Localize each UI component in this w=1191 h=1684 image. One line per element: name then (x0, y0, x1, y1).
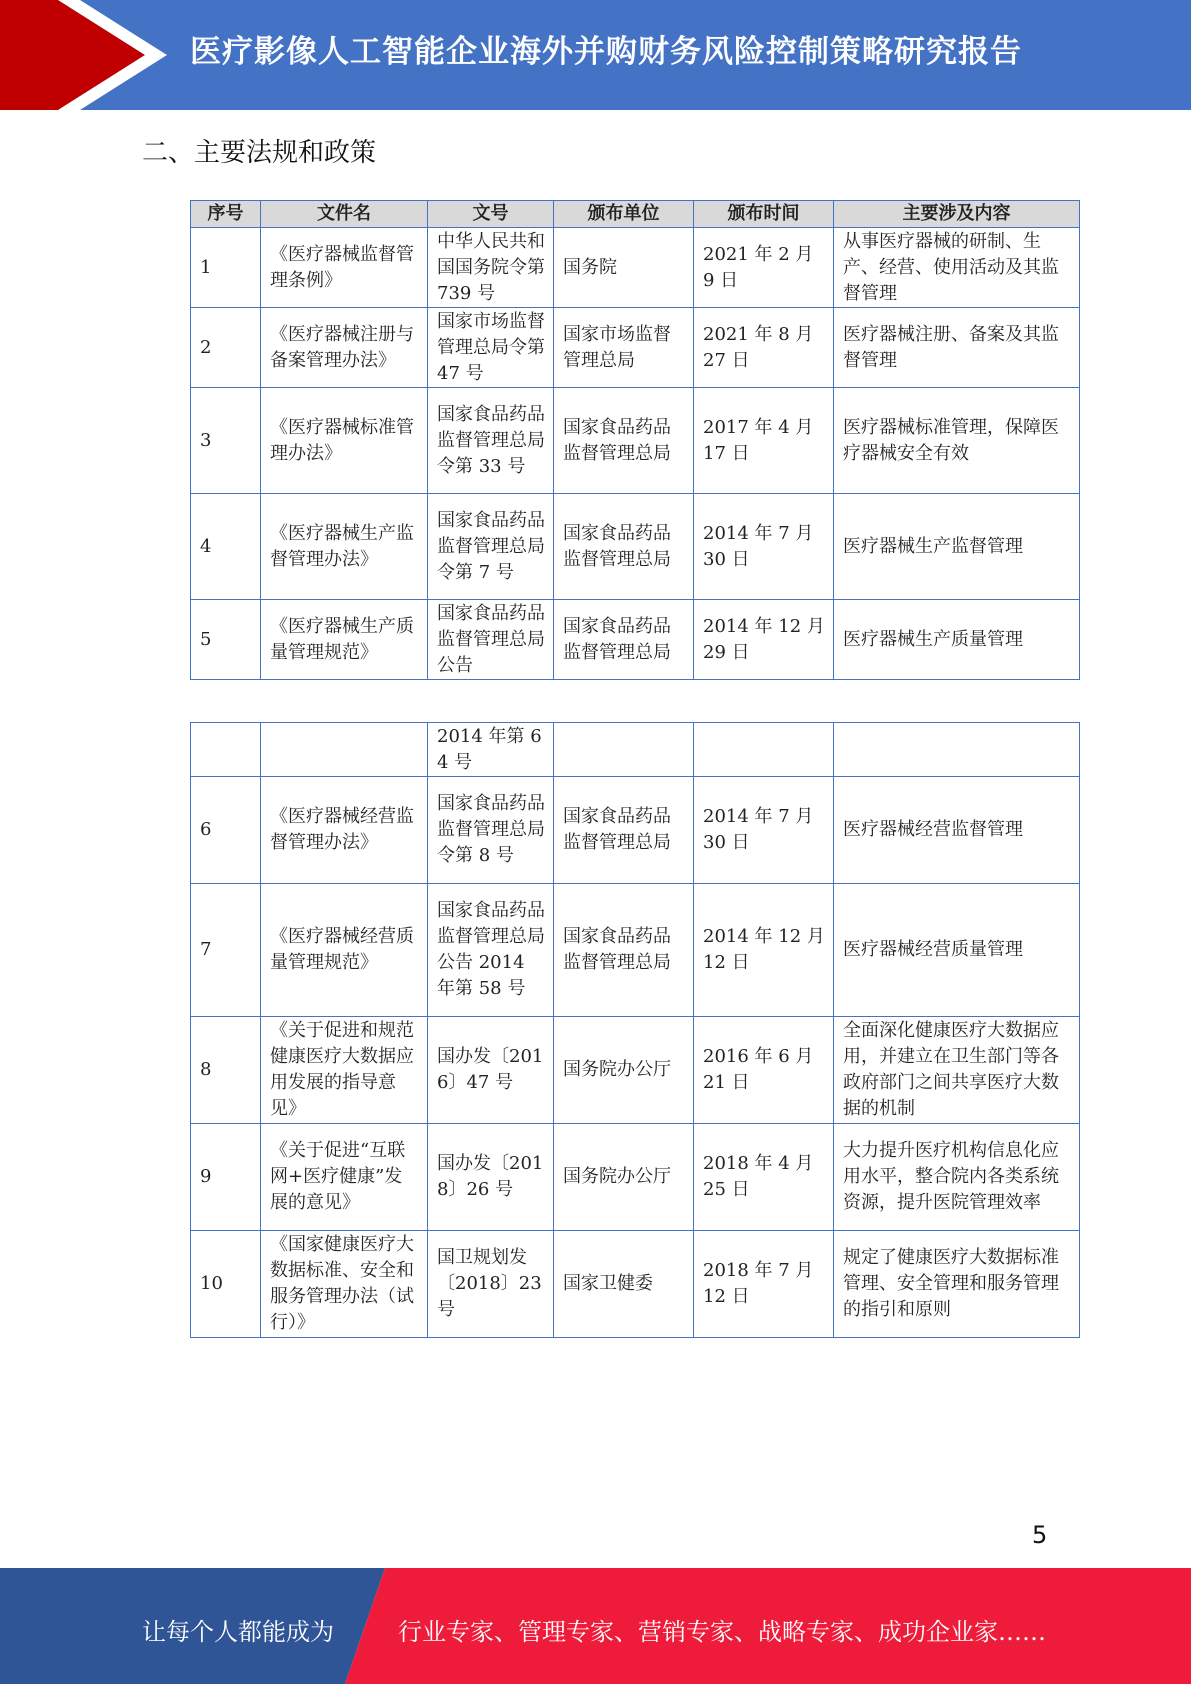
cell-date: 2018 年 7 月 12 日 (694, 1231, 834, 1338)
cell-issuer: 国家食品药品监督管理总局 (554, 600, 694, 680)
cell-no: 9 (191, 1124, 261, 1231)
cell-date: 2014 年 12 月 29 日 (694, 600, 834, 680)
cell-doc-no: 中华人民共和国国务院令第 739 号 (428, 228, 554, 308)
cell-name: 《关于促进和规范健康医疗大数据应用发展的指导意见》 (261, 1017, 428, 1124)
cell-content (834, 723, 1080, 777)
cell-no: 1 (191, 228, 261, 308)
cell-no: 4 (191, 494, 261, 600)
cell-issuer: 国家市场监督管理总局 (554, 308, 694, 388)
cell-doc-no: 国家市场监督管理总局令第 47 号 (428, 308, 554, 388)
table-row (191, 777, 1080, 884)
cell-no: 8 (191, 1017, 261, 1124)
cell-name: 《关于促进“互联网+医疗健康”发展的意见》 (261, 1124, 428, 1231)
cell-doc-no: 国家食品药品监督管理总局令第 33 号 (428, 388, 554, 494)
cell-date: 2021 年 2 月 9 日 (694, 228, 834, 308)
table-header-row (191, 201, 1080, 228)
cell-doc-no: 国家食品药品监督管理总局公告 2014 年第 58 号 (428, 884, 554, 1017)
table-row (191, 1017, 1080, 1124)
cell-content: 医疗器械注册、备案及其监督管理 (834, 308, 1080, 388)
section-title: 二、主要法规和政策 (142, 138, 377, 168)
cell-no: 7 (191, 884, 261, 1017)
col-header-doc-no: 文号 (428, 201, 554, 228)
cell-content: 医疗器械生产质量管理 (834, 600, 1080, 680)
cell-issuer: 国家食品药品监督管理总局 (554, 777, 694, 884)
cell-name: 《医疗器械生产质量管理规范》 (261, 600, 428, 680)
cell-issuer: 国家卫健委 (554, 1231, 694, 1338)
cell-no: 10 (191, 1231, 261, 1338)
cell-issuer: 国务院办公厅 (554, 1124, 694, 1231)
table-row (191, 600, 1080, 680)
cell-doc-no: 2014 年第 64 号 (428, 723, 554, 777)
footer-slogan-right: 行业专家、管理专家、营销专家、战略专家、成功企业家…… (398, 1618, 1046, 1646)
col-header-name: 文件名 (261, 201, 428, 228)
cell-no: 5 (191, 600, 261, 680)
cell-date (694, 723, 834, 777)
footer-band (0, 1568, 1191, 1684)
cell-name: 《医疗器械经营质量管理规范》 (261, 884, 428, 1017)
cell-content: 规定了健康医疗大数据标准管理、安全管理和服务管理的指引和原则 (834, 1231, 1080, 1338)
table-row (191, 228, 1080, 308)
col-header-issuer: 颁布单位 (554, 201, 694, 228)
cell-issuer: 国家食品药品监督管理总局 (554, 494, 694, 600)
cell-doc-no: 国卫规划发〔2018〕23 号 (428, 1231, 554, 1338)
cell-name: 《国家健康医疗大数据标准、安全和服务管理办法（试行）》 (261, 1231, 428, 1338)
table-row (191, 723, 1080, 777)
cell-name: 《医疗器械监督管理条例》 (261, 228, 428, 308)
table-row (191, 884, 1080, 1017)
cell-date: 2016 年 6 月 21 日 (694, 1017, 834, 1124)
table-row (191, 494, 1080, 600)
table-row (191, 308, 1080, 388)
cell-name: 《医疗器械注册与备案管理办法》 (261, 308, 428, 388)
cell-content: 从事医疗器械的研制、生产、经营、使用活动及其监督管理 (834, 228, 1080, 308)
cell-content: 大力提升医疗机构信息化应用水平，整合院内各类系统资源，提升医院管理效率 (834, 1124, 1080, 1231)
page-number: 5 (1032, 1521, 1048, 1549)
header-chevron-icon (0, 0, 170, 110)
cell-content: 全面深化健康医疗大数据应用，并建立在卫生部门等各政府部门之间共享医疗大数据的机制 (834, 1017, 1080, 1124)
cell-no (191, 723, 261, 777)
cell-name: 《医疗器械生产监督管理办法》 (261, 494, 428, 600)
regulations-table (190, 200, 1080, 680)
cell-issuer: 国务院 (554, 228, 694, 308)
cell-content: 医疗器械经营监督管理 (834, 777, 1080, 884)
cell-date: 2018 年 4 月 25 日 (694, 1124, 834, 1231)
table-row (191, 1231, 1080, 1338)
table-row (191, 388, 1080, 494)
cell-doc-no: 国家食品药品监督管理总局令第 7 号 (428, 494, 554, 600)
cell-doc-no: 国办发〔2018〕26 号 (428, 1124, 554, 1231)
cell-issuer: 国家食品药品监督管理总局 (554, 388, 694, 494)
cell-doc-no: 国办发〔2016〕47 号 (428, 1017, 554, 1124)
cell-issuer (554, 723, 694, 777)
cell-content: 医疗器械经营质量管理 (834, 884, 1080, 1017)
cell-name: 《医疗器械经营监督管理办法》 (261, 777, 428, 884)
col-header-content: 主要涉及内容 (834, 201, 1080, 228)
cell-issuer: 国家食品药品监督管理总局 (554, 884, 694, 1017)
cell-date: 2014 年 7 月 30 日 (694, 494, 834, 600)
cell-no: 6 (191, 777, 261, 884)
cell-date: 2017 年 4 月 17 日 (694, 388, 834, 494)
report-title: 医疗影像人工智能企业海外并购财务风险控制策略研究报告 (190, 34, 1022, 70)
cell-doc-no: 国家食品药品监督管理总局令第 8 号 (428, 777, 554, 884)
cell-doc-no: 国家食品药品监督管理总局公告 (428, 600, 554, 680)
cell-name: 《医疗器械标准管理办法》 (261, 388, 428, 494)
cell-name (261, 723, 428, 777)
cell-date: 2014 年 12 月 12 日 (694, 884, 834, 1017)
cell-content: 医疗器械生产监督管理 (834, 494, 1080, 600)
cell-content: 医疗器械标准管理，保障医疗器械安全有效 (834, 388, 1080, 494)
header-band (0, 0, 1191, 110)
cell-date: 2021 年 8 月 27 日 (694, 308, 834, 388)
cell-no: 2 (191, 308, 261, 388)
cell-no: 3 (191, 388, 261, 494)
col-header-date: 颁布时间 (694, 201, 834, 228)
footer-slogan-left: 让每个人都能成为 (142, 1618, 334, 1646)
regulations-table-continued (190, 722, 1080, 1338)
col-header-no: 序号 (191, 201, 261, 228)
table-row (191, 1124, 1080, 1231)
cell-issuer: 国务院办公厅 (554, 1017, 694, 1124)
cell-date: 2014 年 7 月 30 日 (694, 777, 834, 884)
